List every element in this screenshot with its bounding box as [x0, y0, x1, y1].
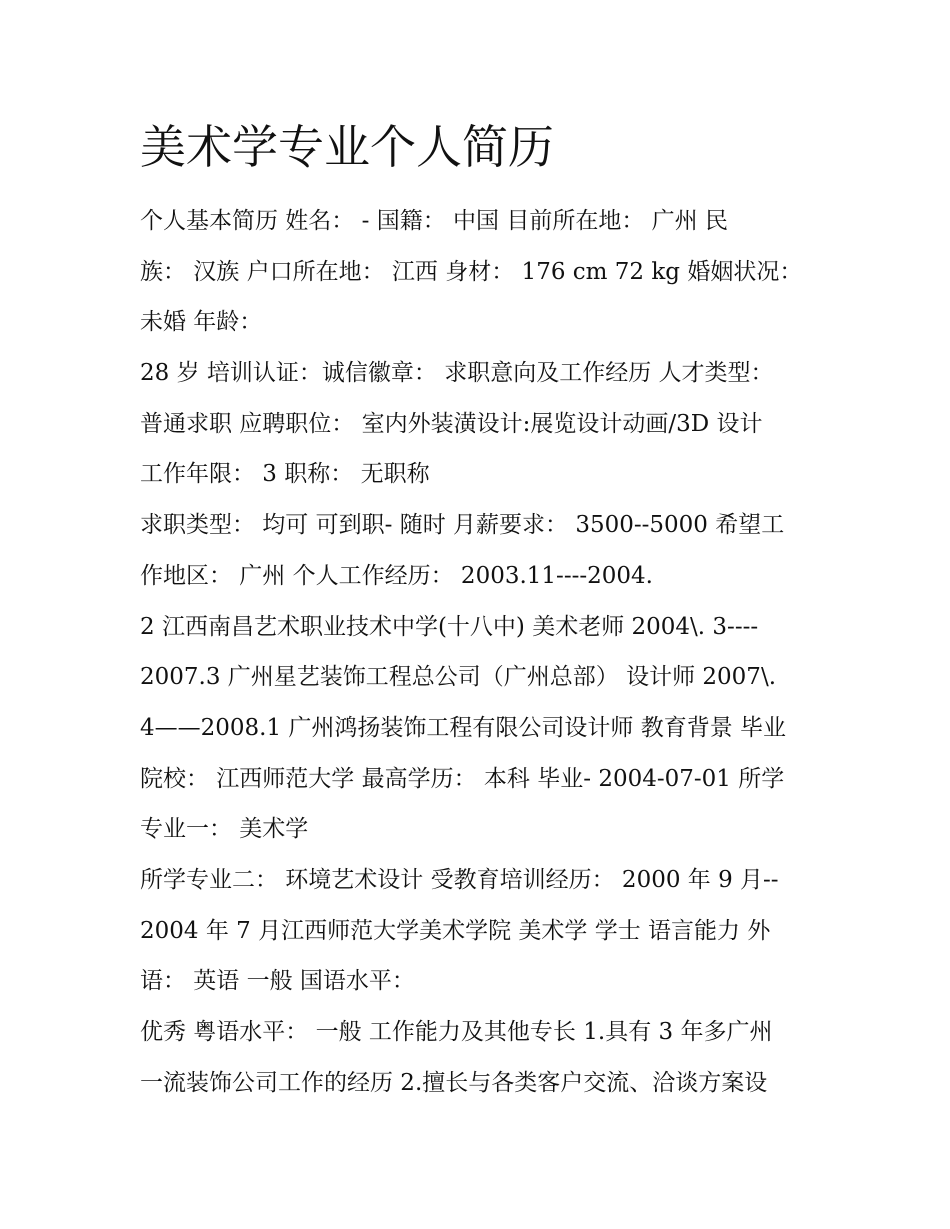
body-line: 4——2008.1 广州鸿扬装饰工程有限公司设计师 教育背景 毕业 [140, 714, 787, 741]
body-line: 专业一： 美术学 [140, 816, 309, 843]
document-title: 美术学专业个人简历 [140, 120, 554, 174]
body-line: 语： 英语 一般 国语水平： [140, 968, 415, 995]
body-line: 28 岁 培训认证：诚信徽章： 求职意向及工作经历 人才类型： [140, 360, 774, 387]
body-line: 院校： 江西师范大学 最高学历： 本科 毕业- 2004-07-01 所学 [140, 765, 785, 792]
body-line: 所学专业二： 环境艺术设计 受教育培训经历： 2000 年 9 月-- [140, 866, 779, 893]
body-line: 作地区： 广州 个人工作经历： 2003.11----2004. [140, 562, 653, 589]
body-line: 2004 年 7 月江西师范大学美术学院 美术学 学士 语言能力 外 [140, 917, 771, 944]
body-line: 普通求职 应聘职位： 室内外装潢设计:展览设计动画/3D 设计 [140, 410, 763, 437]
body-line: 未婚 年龄： [140, 309, 263, 336]
document-body [140, 196, 820, 1108]
body-line: 求职类型： 均可 可到职- 随时 月薪要求： 3500--5000 希望工 [140, 512, 785, 539]
body-line: 工作年限： 3 职称： 无职称 [140, 461, 430, 488]
body-line: 一流装饰公司工作的经历 2.擅长与各类客户交流、洽谈方案设 [140, 1069, 768, 1096]
body-line: 族： 汉族 户口所在地： 江西 身材： 176 cm 72 kg 婚姻状况： [140, 258, 803, 285]
body-line: 个人基本简历 姓名： - 国籍： 中国 目前所在地： 广州 民 [140, 208, 728, 234]
body-line: 2007.3 广州星艺装饰工程总公司（广州总部） 设计师 2007\. [140, 664, 777, 691]
body-line: 优秀 粤语水平： 一般 工作能力及其他专长 1.具有 3 年多广州 [140, 1019, 773, 1045]
body-line: 2 江西南昌艺术职业技术中学(十八中) 美术老师 2004\. 3---- [140, 613, 759, 640]
